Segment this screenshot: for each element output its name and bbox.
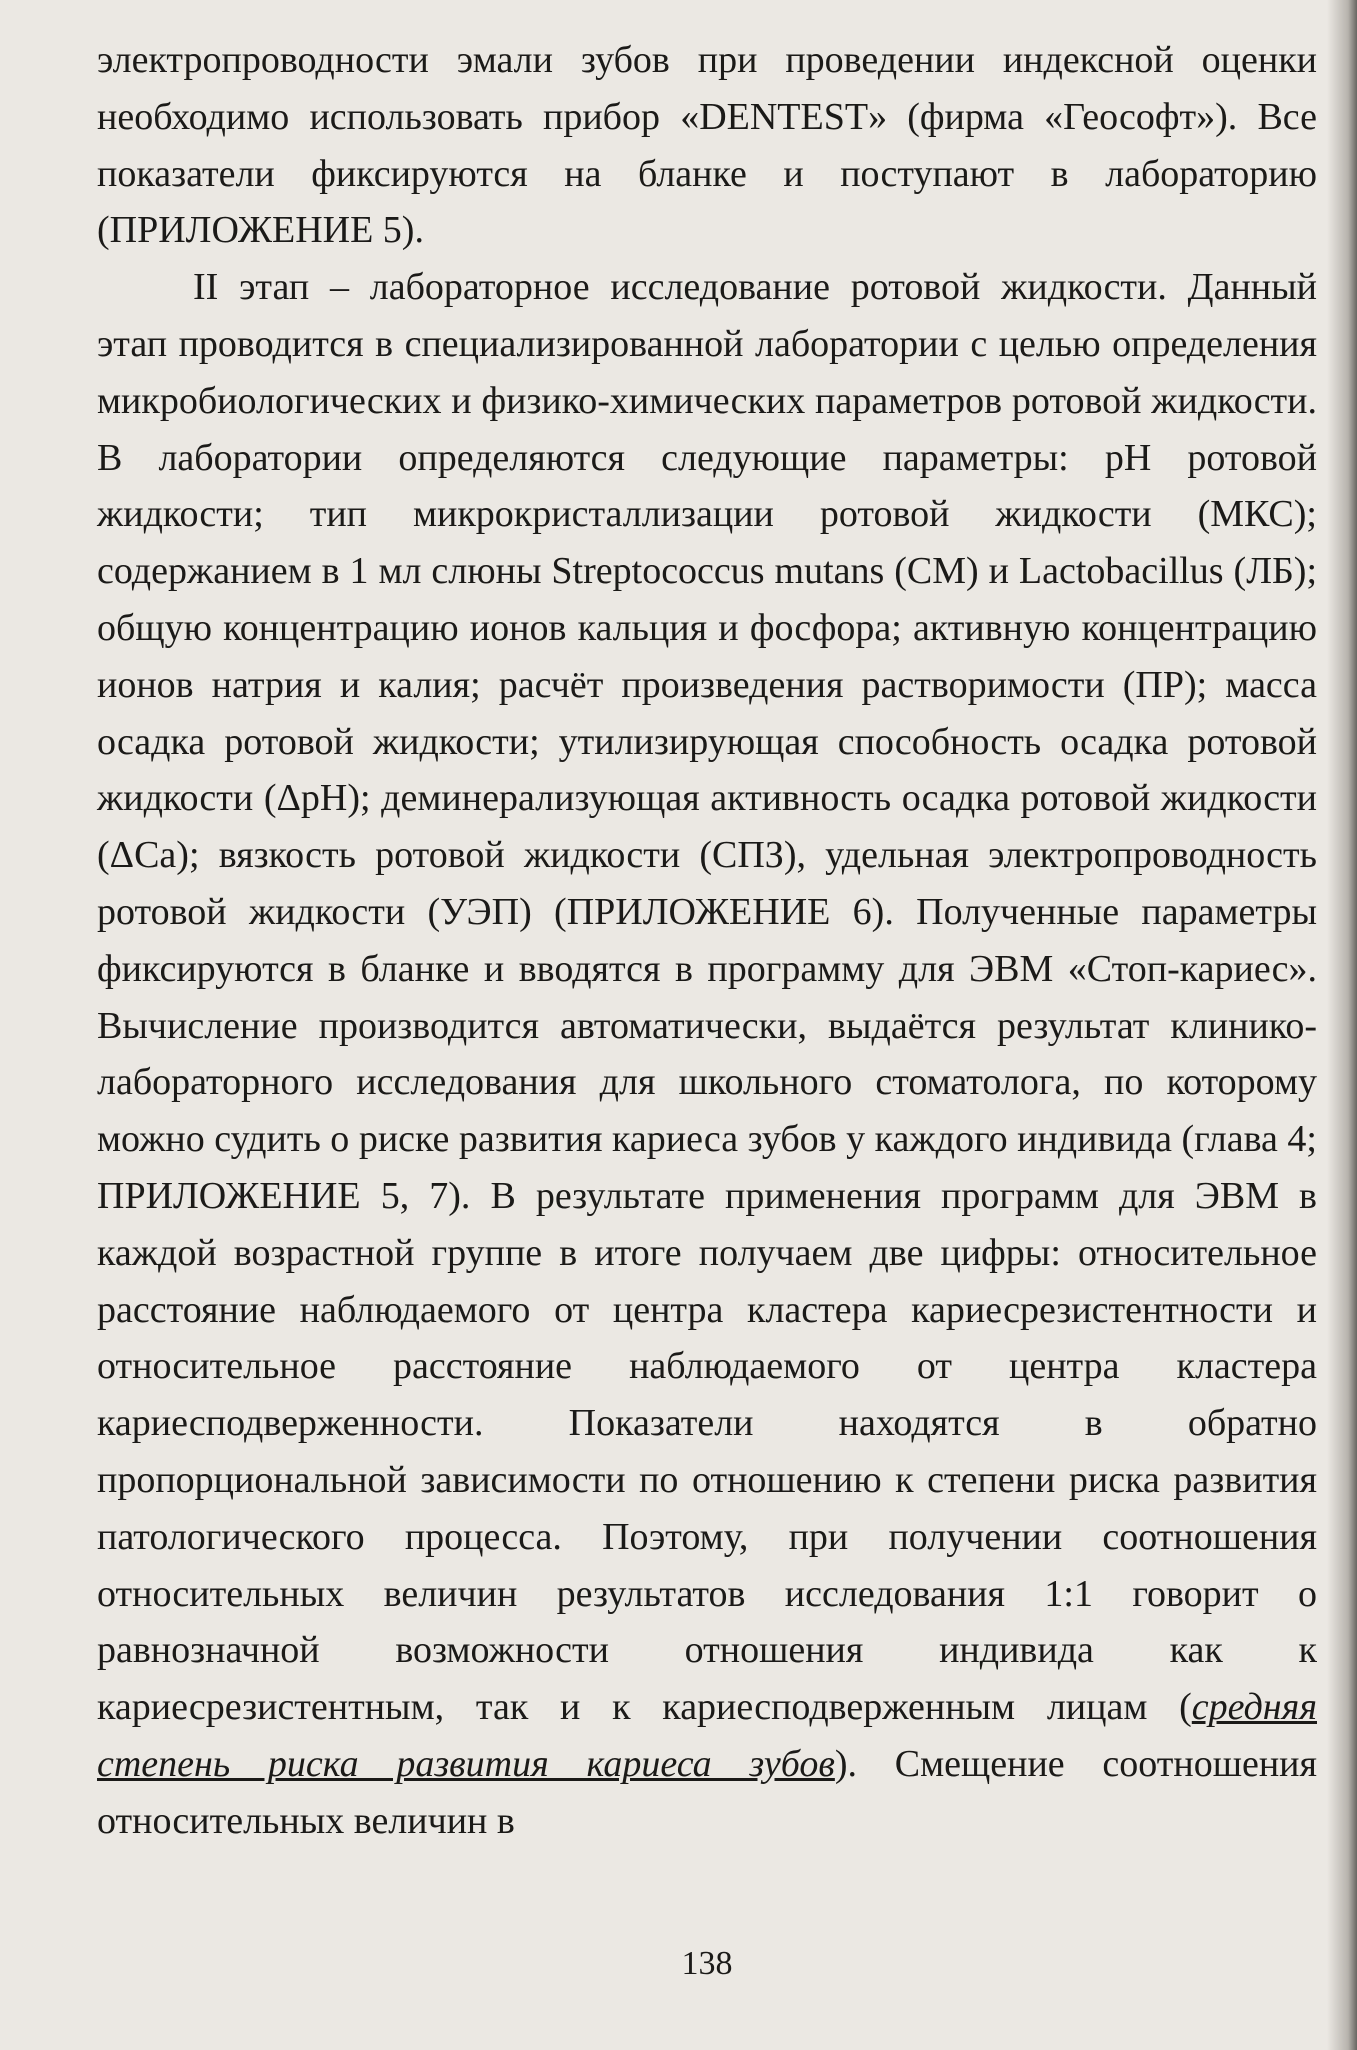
paragraph-2 <box>97 259 1317 1849</box>
paragraph-1: электропроводности эмали зубов при проведении индексной оценки необходимо использовать прибор «DENTEST» (фирма «Геософт»). Все показатели фиксируются на бланке и поступают в лабораторию (ПРИЛОЖЕНИЕ 5). <box>97 39 1317 252</box>
book-page <box>97 32 1317 2032</box>
paragraph-2-tail: ). Смещение соотношения относительных величин в <box>97 1742 1317 1842</box>
paragraph-2-text: II этап – лабораторное исследование ротовой жидкости. Данный этап проводится в специализированной лаборатории с целью определения микробиологических и физико-химических параметров ротовой жидкости. В лаборатории определяются следующие параметры: pH ротовой жидкости; тип микрокристаллизации ротовой жидкости (МКС); содержанием в 1 мл слюны Streptococcus mutans (СМ) и Lactobacillus (ЛБ); общую концентрацию ионов кальция и фосфора; активную концентрацию ионов натрия и калия; расчёт произведения растворимости (ПР); масса осадка ротовой жидкости; утилизирующая способность осадка ротовой жидкости (ΔpH); деминерализующая активность осадка ротовой жидкости (ΔCa); вязкость ротовой жидкости (СПЗ), удельная электропроводность ротовой жидкости (УЭП) (ПРИЛОЖЕНИЕ 6). Полученные параметры фиксируются в бланке и вводятся в программу для ЭВМ «Стоп-кариес». Вычисление производится автоматически, выдаётся результат клинико-лабораторного исследования для школьного стоматолога, по которому можно судить о риске развития кариеса зубов у каждого индивида (глава 4; ПРИЛОЖЕНИЕ 5, 7). В результате применения программ для ЭВМ в каждой возрастной группе в итоге получаем две цифры: относительное расстояние наблюдаемого от центра кластера кариесрезистентности и относительное расстояние наблюдаемого от центра кластера кариесподверженности. Показатели находятся в обратно пропорциональной зависимости по отношению к степени риска развития патологического процесса. Поэтому, при получении соотношения относительных величин результатов исследования 1:1 говорит о равнозначной возможности отношения индивида как к кариесрезистентным, так и к кариесподверженным лицам ( <box>97 266 1317 1729</box>
page-number: 138 <box>681 1945 733 1982</box>
scan-edge-shadow <box>1327 0 1357 2050</box>
body-text <box>97 32 1317 1850</box>
emphasized-phrase: средняя степень риска развития кариеса зубов <box>97 1686 1317 1785</box>
